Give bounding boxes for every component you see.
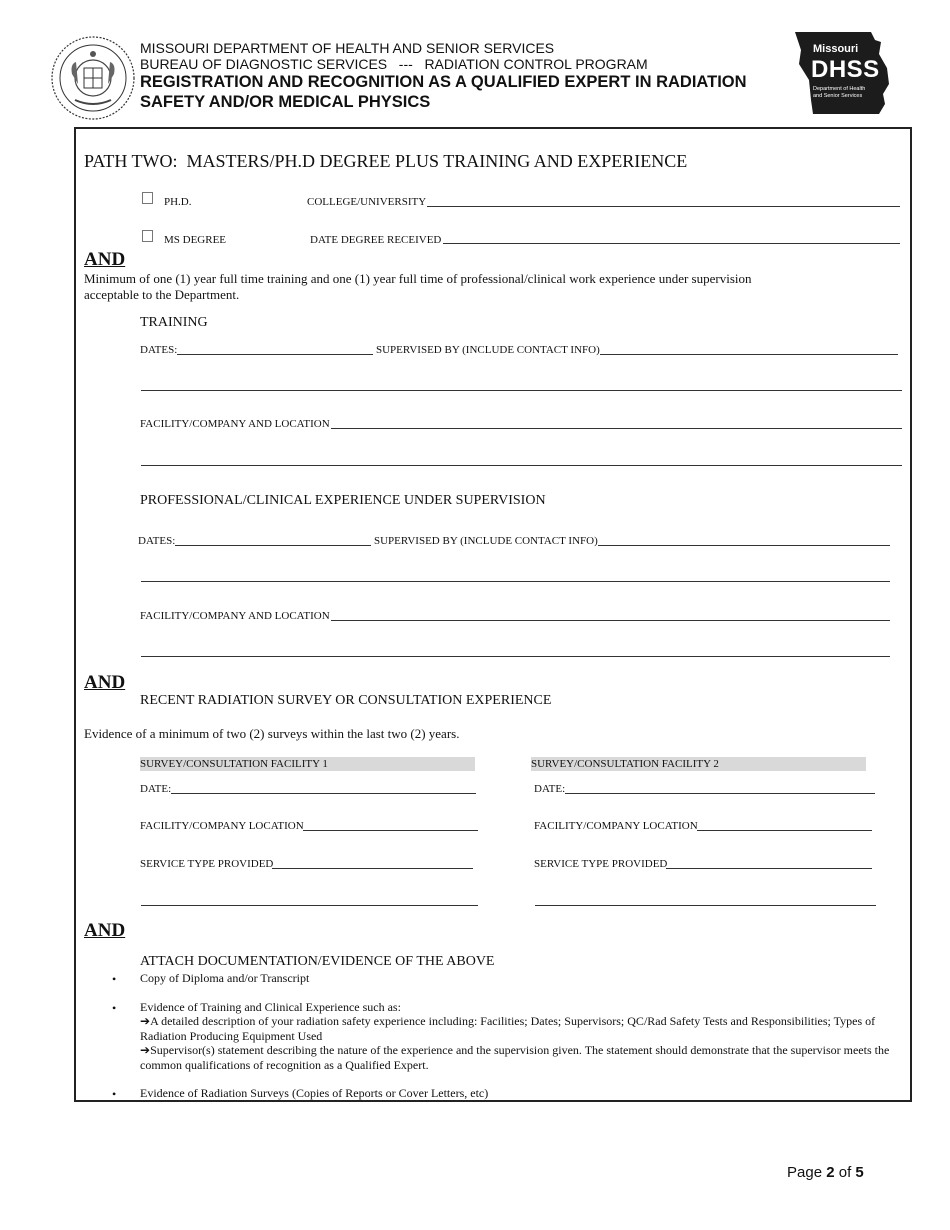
training-dates-label: DATES: <box>140 344 178 356</box>
survey-facility-1-title: SURVEY/CONSULTATION FACILITY 1 <box>140 757 475 771</box>
logo-sub-text-2: and Senior Services <box>813 93 863 99</box>
facility-1-date-label: DATE: <box>140 783 172 795</box>
dhss-logo <box>793 30 893 116</box>
ms-degree-checkbox[interactable] <box>142 230 153 242</box>
experience-supervised-input-2[interactable] <box>141 581 890 582</box>
attach-arrow-1-text: A detailed description of your radiation safety experience including: Facilities; Dates; Supervisors; QC/Rad Safety Tests and Responsibilities; Types of Radiation Producing Equipment Used <box>140 1014 876 1043</box>
survey-evidence-text: Evidence of a minimum of two (2) surveys within the last two (2) years. <box>84 726 460 741</box>
training-dates-input[interactable] <box>177 354 373 355</box>
and-label-2: AND <box>84 672 126 693</box>
training-facility-input-2[interactable] <box>141 465 902 466</box>
phd-label: PH.D. <box>164 196 192 208</box>
date-received-input[interactable] <box>443 243 900 244</box>
state-seal <box>50 34 136 122</box>
college-input[interactable] <box>427 206 900 207</box>
of-word: of <box>838 1164 852 1181</box>
arrow-right-icon: ➔ <box>140 1043 151 1057</box>
facility-2-location-input[interactable] <box>697 830 872 831</box>
experience-dates-label: DATES: <box>138 535 176 547</box>
training-facility-input[interactable] <box>331 428 902 429</box>
facility-2-service-label: SERVICE TYPE PROVIDED <box>534 858 668 870</box>
attach-arrow-item-1 <box>140 1014 906 1043</box>
experience-facility-input-2[interactable] <box>141 656 890 657</box>
page-total: 5 <box>855 1164 864 1181</box>
facility-1-extra-input[interactable] <box>141 905 478 906</box>
phd-checkbox[interactable] <box>142 192 153 204</box>
ms-degree-label: MS DEGREE <box>164 234 227 246</box>
facility-1-service-input[interactable] <box>272 868 473 869</box>
attach-heading: ATTACH DOCUMENTATION/EVIDENCE OF THE ABOVE <box>140 954 495 969</box>
facility-1-location-input[interactable] <box>303 830 478 831</box>
training-supervised-label: SUPERVISED BY (INCLUDE CONTACT INFO) <box>376 344 600 356</box>
attach-bullet-1: Copy of Diploma and/or Transcript <box>140 971 310 985</box>
bullet-dot-2: • <box>112 1001 117 1015</box>
logo-sub-text-1: Department of Health <box>813 86 866 92</box>
header-line-2: BUREAU OF DIAGNOSTIC SERVICES --- RADIATION CONTROL PROGRAM <box>140 56 648 72</box>
college-label: COLLEGE/UNIVERSITY <box>307 196 427 208</box>
facility-1-date-input[interactable] <box>171 793 476 794</box>
experience-heading: PROFESSIONAL/CLINICAL EXPERIENCE UNDER SUPERVISION <box>140 493 546 508</box>
experience-facility-input[interactable] <box>331 620 890 621</box>
requirement-text: Minimum of one (1) year full time training and one (1) year full time of professional/clinical work experience under supervision acceptable to the Department. <box>84 271 752 302</box>
survey-heading: RECENT RADIATION SURVEY OR CONSULTATION EXPERIENCE <box>140 693 552 708</box>
facility-2-date-label: DATE: <box>534 783 566 795</box>
facility-2-extra-input[interactable] <box>535 905 876 906</box>
header-line-1: MISSOURI DEPARTMENT OF HEALTH AND SENIOR SERVICES <box>140 40 555 56</box>
training-supervised-input-2[interactable] <box>141 390 902 391</box>
training-heading: TRAINING <box>140 315 208 330</box>
training-facility-label: FACILITY/COMPANY AND LOCATION <box>140 418 330 430</box>
attach-arrow-item-2 <box>140 1043 906 1072</box>
and-label-1: AND <box>84 249 126 270</box>
attach-arrow-2-text: Supervisor(s) statement describing the nature of the experience and the supervision given. The statement should demonstrate that the supervisor meets the common qualifications of recognition as a Qualified Expert. <box>140 1043 890 1072</box>
facility-2-date-input[interactable] <box>565 793 875 794</box>
page-current: 2 <box>826 1164 835 1181</box>
page-word: Page <box>787 1164 823 1181</box>
arrow-right-icon: ➔ <box>140 1014 151 1028</box>
page-number <box>787 1164 864 1181</box>
facility-2-service-input[interactable] <box>666 868 872 869</box>
experience-facility-label: FACILITY/COMPANY AND LOCATION <box>140 610 330 622</box>
bullet-dot-1: • <box>112 972 117 986</box>
attach-bullet-3: Evidence of Radiation Surveys (Copies of Reports or Cover Letters, etc) <box>140 1086 489 1100</box>
logo-main-text: DHSS <box>811 56 880 83</box>
training-supervised-input[interactable] <box>600 354 898 355</box>
facility-1-location-label: FACILITY/COMPANY LOCATION <box>140 820 304 832</box>
form-title-line-2: SAFETY AND/OR MEDICAL PHYSICS <box>140 93 431 111</box>
logo-top-text: Missouri <box>813 43 859 55</box>
path-title: PATH TWO: MASTERS/PH.D DEGREE PLUS TRAINING AND EXPERIENCE <box>84 151 688 171</box>
and-label-3: AND <box>84 920 126 941</box>
attach-bullet-2: Evidence of Training and Clinical Experience such as: <box>140 1000 401 1014</box>
form-title-line-1: REGISTRATION AND RECOGNITION AS A QUALIFIED EXPERT IN RADIATION <box>140 73 747 91</box>
survey-facility-2-title: SURVEY/CONSULTATION FACILITY 2 <box>531 757 866 771</box>
date-received-label: DATE DEGREE RECEIVED <box>310 234 442 246</box>
facility-1-service-label: SERVICE TYPE PROVIDED <box>140 858 274 870</box>
bullet-dot-3: • <box>112 1087 117 1101</box>
experience-dates-input[interactable] <box>175 545 371 546</box>
experience-supervised-input[interactable] <box>598 545 890 546</box>
facility-2-location-label: FACILITY/COMPANY LOCATION <box>534 820 698 832</box>
experience-supervised-label: SUPERVISED BY (INCLUDE CONTACT INFO) <box>374 535 598 547</box>
